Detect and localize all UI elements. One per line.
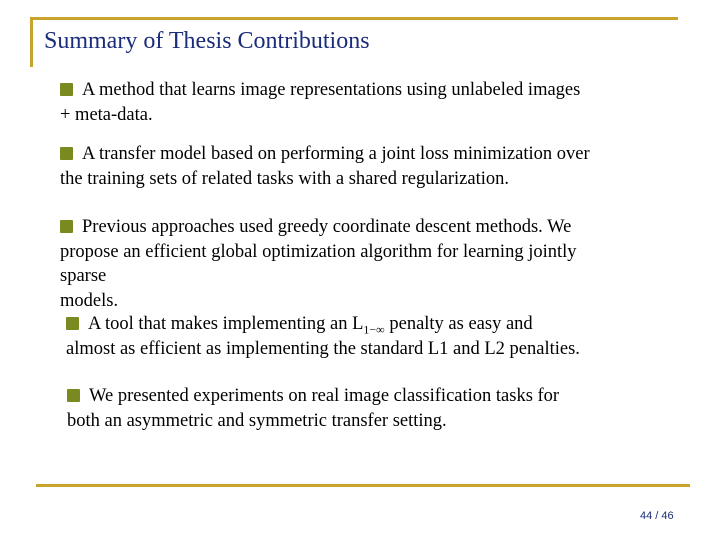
page-current: 44: [640, 510, 653, 522]
square-bullet-icon: [60, 147, 73, 160]
page-total: 46: [661, 510, 674, 522]
bullet-text-line: A tool that makes implementing an L: [88, 314, 364, 334]
page-number: [640, 510, 674, 522]
frame-top-rule: [30, 17, 678, 20]
bullet-text-line: + meta-data.: [60, 104, 153, 125]
bullet-text-line: penalty as easy and: [384, 314, 533, 334]
bullet-text-line: sparse: [60, 266, 107, 286]
bullet-text-line: the training sets of related tasks with a shared regularization.: [60, 168, 509, 189]
bullet-optimization: [60, 215, 577, 313]
frame-bottom-rule: [36, 484, 690, 487]
bullet-text-line: A method that learns image representations using unlabeled images: [82, 80, 581, 100]
bullet-text-line: almost as efficient as implementing the standard L1 and L2 penalties.: [66, 338, 580, 359]
square-bullet-icon: [67, 389, 80, 402]
bullet-text-line: Previous approaches used greedy coordinate descent methods. We: [82, 217, 572, 237]
bullet-experiments: [67, 384, 559, 433]
square-bullet-icon: [60, 83, 73, 96]
bullet-tool: [66, 312, 580, 361]
bullet-transfer-model: [60, 142, 590, 191]
bullet-text-line: We presented experiments on real image classification tasks for: [89, 386, 560, 406]
norm-subscript: 1−∞: [363, 322, 385, 337]
frame-left-rule: [30, 17, 33, 67]
bullet-text-line: A transfer model based on performing a joint loss minimization over: [82, 144, 590, 164]
bullet-method: [60, 78, 580, 127]
bullet-text-line: models.: [60, 290, 119, 311]
square-bullet-icon: [60, 220, 73, 233]
bullet-text-line: propose an efficient global optimization algorithm for learning jointly: [60, 241, 577, 262]
slide-title: Summary of Thesis Contributions: [44, 28, 370, 54]
page-separator: /: [652, 510, 662, 522]
square-bullet-icon: [66, 317, 79, 330]
bullet-text-line: both an asymmetric and symmetric transfer setting.: [67, 410, 447, 431]
